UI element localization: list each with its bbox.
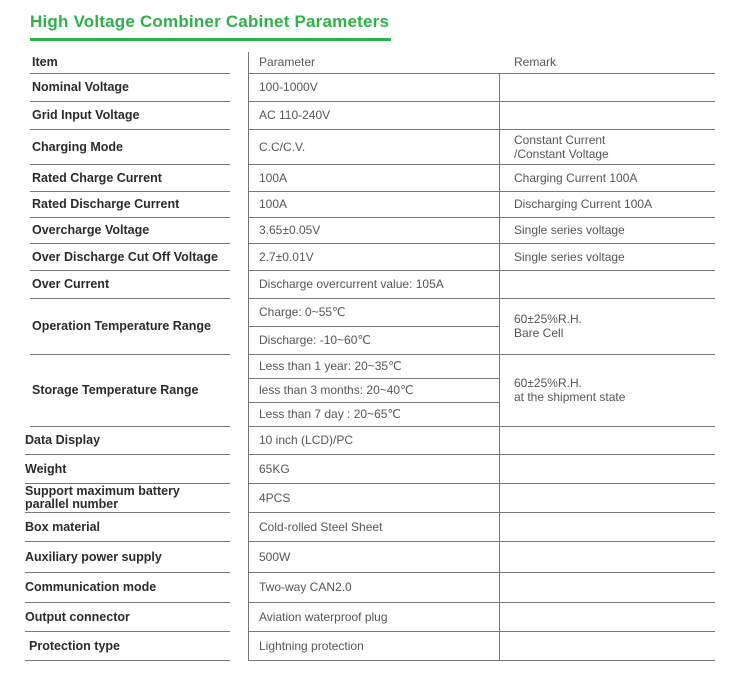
row-item-label (30, 191, 250, 217)
header-parameter-line: Parameter (259, 54, 316, 69)
row-parameter-value: 3.65±0.05V (259, 223, 321, 237)
row-parameter-value: 100-1000V (259, 80, 318, 94)
header-item-line: Item (32, 54, 58, 69)
row-item-label-line: Over Discharge Cut Off Voltage (32, 249, 218, 264)
row-item-label (25, 631, 245, 660)
row-parameter-value: Discharge overcurrent value: 105A (259, 277, 444, 291)
row-item-label (30, 243, 250, 270)
row-parameter-value: C.C/C.V. (259, 139, 306, 154)
row-item-label-line: Nominal Voltage (32, 80, 130, 94)
row-remark-value: Charging Current 100A (514, 170, 638, 185)
column-divider (499, 73, 500, 660)
row-remark-value-line: at the shipment state (514, 390, 626, 404)
row-item-label-line: Charging Mode (32, 139, 123, 154)
row-remark-value-line: Bare Cell (514, 326, 564, 340)
row-item-label (25, 454, 245, 483)
row-parameter-value: Discharge: -10~60℃ (259, 333, 371, 347)
row-remark-value (499, 129, 714, 164)
row-item-label-line: parallel number (25, 496, 119, 511)
row-remark-value: Single series voltage (514, 249, 625, 264)
row-item-label (25, 541, 245, 572)
row-parameter-value: 10 inch (LCD)/PC (259, 433, 354, 447)
row-item-label-line: Support maximum battery (25, 483, 180, 498)
row-remark-value-line: /Constant Voltage (514, 146, 609, 161)
row-item-label (30, 129, 250, 164)
row-parameter-value: 65KG (259, 461, 290, 476)
row-item-label-line: Over Current (32, 277, 110, 291)
row-item-label (30, 354, 250, 426)
row-item-label-line: Communication mode (25, 580, 157, 594)
row-item-label (30, 298, 250, 354)
row-item-label-line: Storage Temperature Range (32, 383, 199, 397)
row-item-label-line: Rated Discharge Current (32, 197, 180, 211)
row-item-label (25, 602, 245, 631)
row-item-label (30, 217, 250, 243)
header-remark-line: Remark (514, 54, 557, 69)
column-divider (248, 52, 249, 660)
row-parameter-value: Cold-rolled Steel Sheet (259, 519, 383, 534)
row-parameter-value: Aviation waterproof plug (259, 609, 388, 624)
row-remark-value-line: 60±25%R.H. (514, 312, 582, 326)
row-item-label (30, 270, 250, 298)
header-remark (499, 50, 699, 73)
row-remark-value-line: Constant Current (514, 132, 606, 147)
row-divider (248, 660, 715, 661)
row-remark-value-line: 60±25%R.H. (514, 376, 582, 390)
row-remark-value: Single series voltage (514, 223, 625, 237)
row-item-label (25, 512, 245, 541)
row-parameter-value: 100A (259, 197, 288, 211)
row-parameter-value: Less than 7 day : 20~65℃ (259, 407, 401, 421)
header-item (30, 50, 240, 73)
row-item-label (30, 101, 250, 129)
row-item-label (25, 426, 245, 454)
page-title: High Voltage Combiner Cabinet Parameters (30, 12, 390, 31)
row-item-label (30, 73, 250, 101)
row-item-label (25, 572, 245, 602)
row-item-label-line: Output connector (25, 609, 130, 624)
row-item-label-line: Auxiliary power supply (25, 549, 162, 564)
row-parameter-value: less than 3 months: 20~40℃ (259, 383, 414, 397)
row-item-label-line: Rated Charge Current (32, 170, 162, 185)
row-parameter-value: Two-way CAN2.0 (259, 580, 352, 594)
row-item-label (30, 164, 250, 191)
row-parameter-value: 500W (259, 549, 291, 564)
row-item-label-line: Data Display (25, 433, 101, 447)
row-item-label-line: Protection type (29, 638, 120, 653)
row-parameter-value: Lightning protection (259, 638, 364, 653)
row-item-label-line: Box material (25, 519, 101, 534)
row-remark-value (499, 298, 714, 354)
row-item-label (25, 483, 245, 512)
row-item-label-line: Weight (25, 461, 67, 476)
row-item-label-line: Operation Temperature Range (32, 319, 211, 333)
header-parameter (248, 50, 488, 73)
row-divider (25, 660, 230, 661)
title-underline (30, 38, 391, 41)
row-item-label-line: Grid Input Voltage (32, 108, 140, 122)
row-parameter-value: 4PCS (259, 490, 291, 505)
row-item-label-line: Overcharge Voltage (32, 223, 150, 237)
row-parameter-value: 2.7±0.01V (259, 249, 314, 264)
row-remark-value (499, 354, 714, 426)
row-parameter-value: 100A (259, 170, 288, 185)
row-parameter-value: Less than 1 year: 20~35℃ (259, 359, 402, 373)
row-parameter-value: AC 110-240V (259, 108, 331, 122)
row-remark-value: Discharging Current 100A (514, 197, 653, 211)
row-parameter-value: Charge: 0~55℃ (259, 305, 346, 319)
